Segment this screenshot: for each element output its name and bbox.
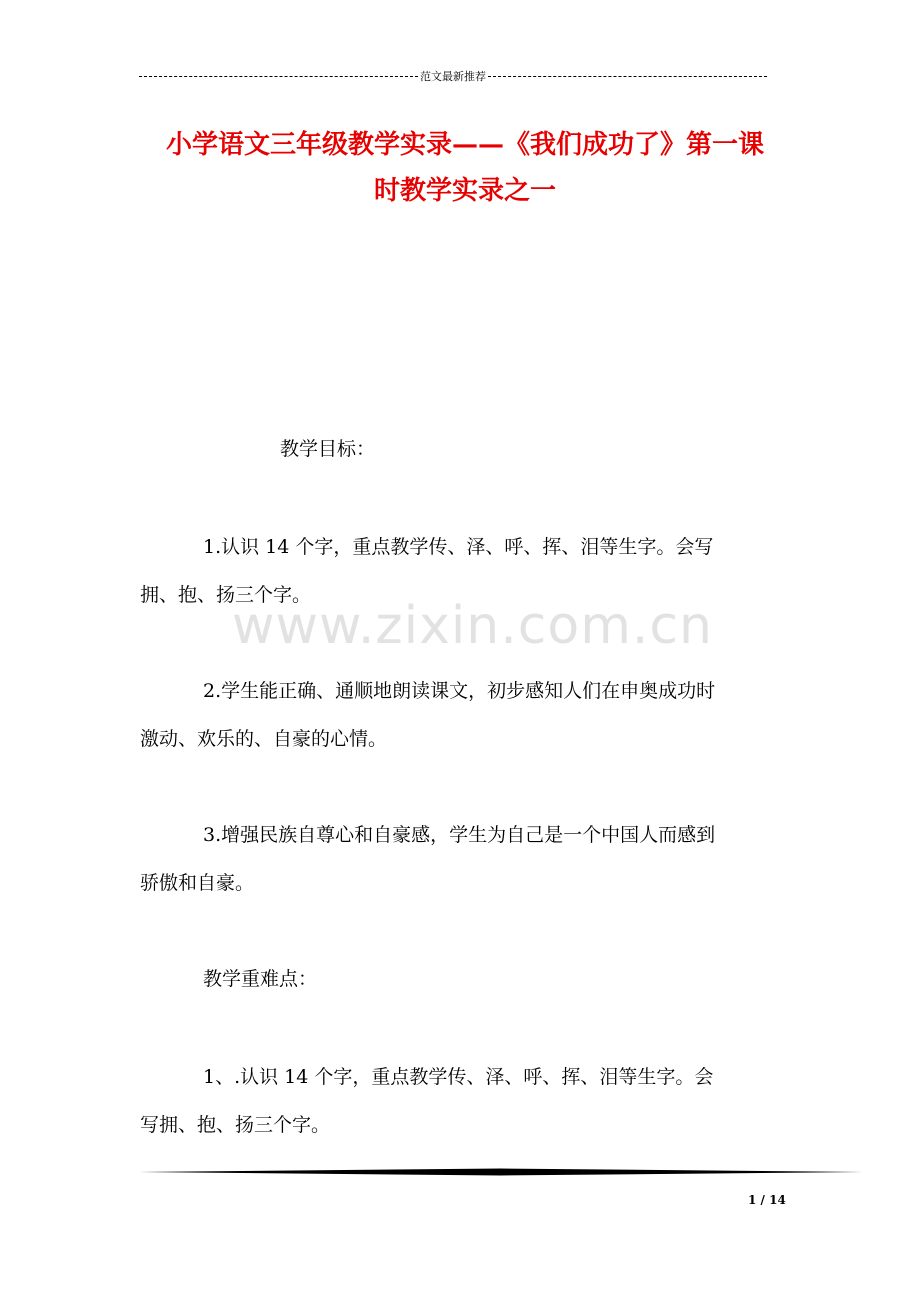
- difficulty-heading-text: 教学重难点：: [203, 968, 318, 990]
- goal-1-line1: 1.认识 14 个字，重点教学传、泽、呼、挥、泪等生字。会写: [203, 536, 714, 558]
- goal-2-line2: 激动、欢乐的、自豪的心情。: [140, 728, 388, 750]
- page-header: [139, 66, 767, 86]
- goal-1-line2: 拥、抱、扬三个字。: [140, 584, 312, 606]
- goals-heading-text: 教学目标：: [280, 438, 376, 460]
- goals-heading: [280, 425, 920, 473]
- difficulty-1: [140, 1053, 785, 1149]
- difficulty-heading: [140, 955, 785, 1003]
- goal-3-line1: 3.增强民族自尊心和自豪感，学生为自己是一个中国人而感到: [203, 824, 716, 846]
- header-text: 范文最新推荐: [420, 70, 486, 83]
- document-title-line2: 时教学实录之一: [373, 176, 556, 206]
- document-title-line1: 小学语文三年级教学实录——《我们成功了》第一课: [165, 130, 764, 160]
- difficulty-1-line1: 1、.认识 14 个字，重点教学传、泽、呼、挥、泪等生字。会: [203, 1066, 714, 1088]
- goal-2: [140, 667, 785, 763]
- watermark: www.zixin.com.cn: [232, 596, 713, 656]
- header-dash-right: [488, 76, 767, 77]
- header-dash-left: [139, 76, 418, 77]
- goal-3: [140, 811, 785, 907]
- goal-3-line2: 骄傲和自豪。: [140, 872, 255, 894]
- goal-2-line1: 2.学生能正确、通顺地朗读课文，初步感知人们在申奥成功时: [203, 680, 716, 702]
- footer-rule: [139, 1168, 863, 1176]
- difficulty-1-line2: 写拥、抱、扬三个字。: [140, 1114, 331, 1136]
- page-number: 1 / 14: [748, 1193, 786, 1207]
